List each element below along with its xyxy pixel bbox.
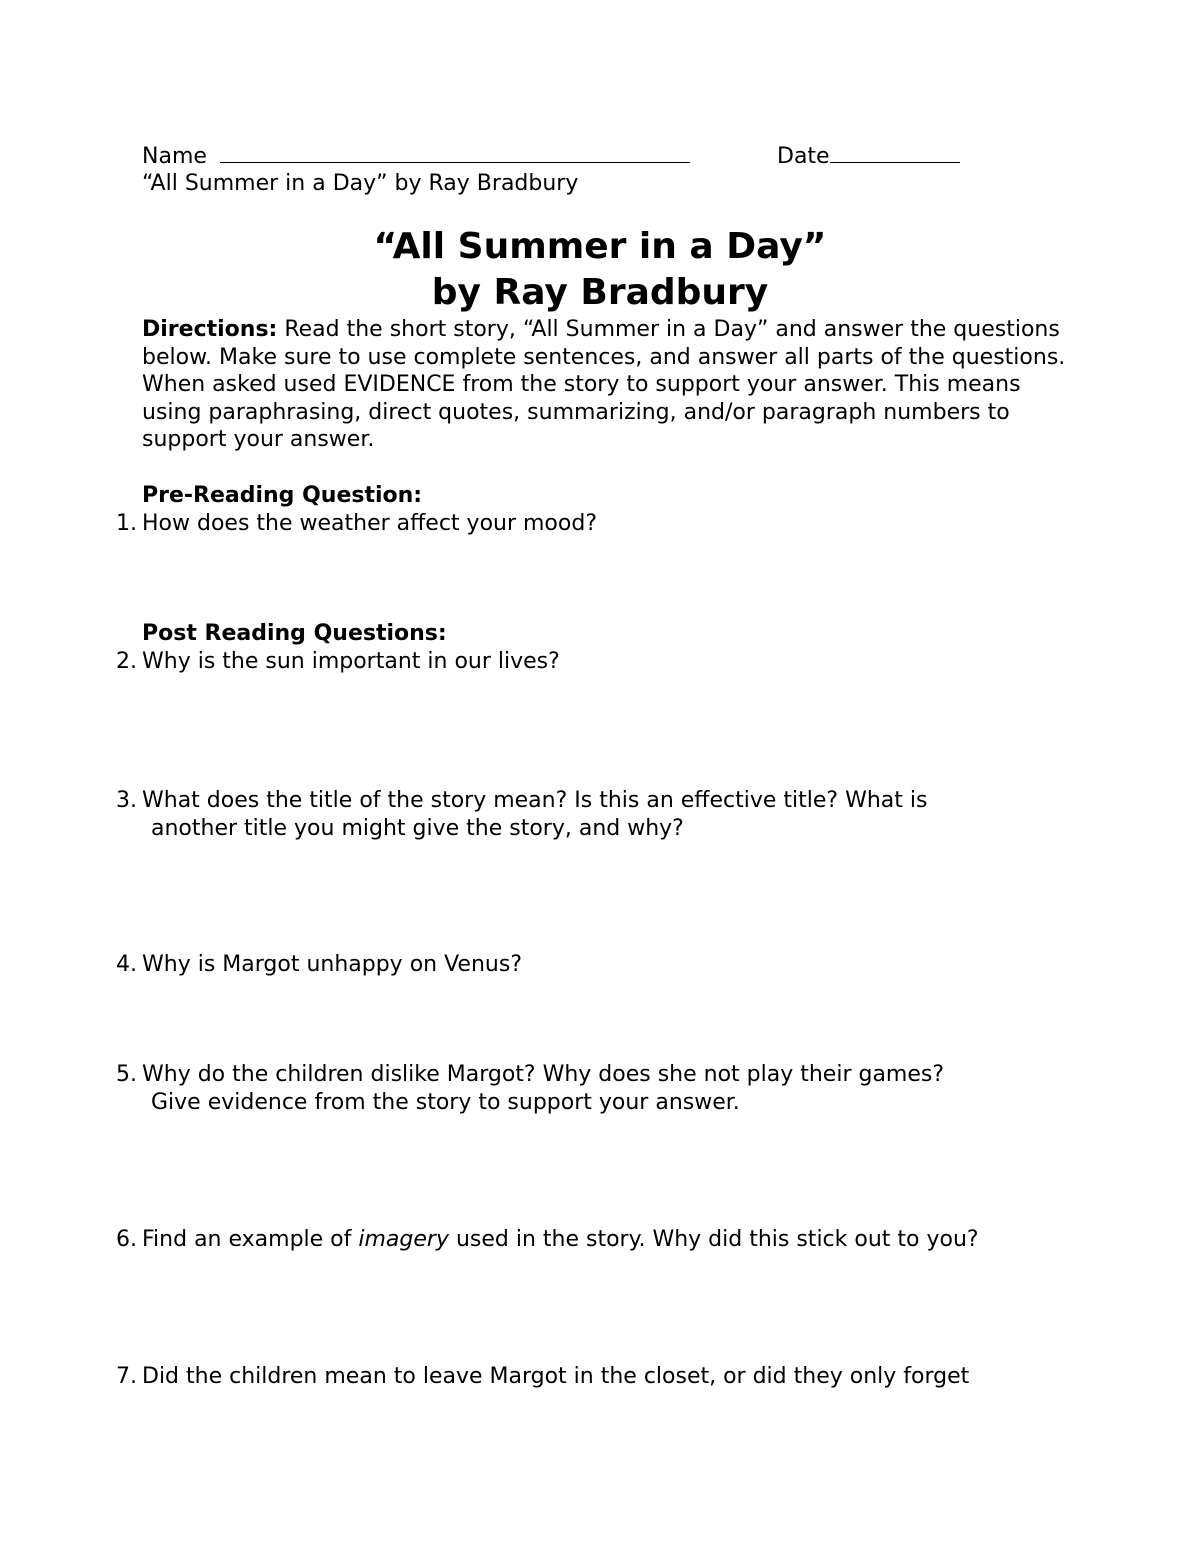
- question-number: 6.: [116, 1227, 137, 1252]
- question-4: [116, 951, 1076, 979]
- header-subtitle: “All Summer in a Day” by Ray Bradbury: [142, 171, 579, 196]
- name-field-row: [142, 142, 690, 170]
- question-text-end: used in the story. Why did this stick out to you?: [448, 1227, 979, 1252]
- question-6: [116, 1226, 1076, 1254]
- question-1: [116, 510, 1076, 538]
- question-number: 4.: [116, 952, 137, 977]
- directions-label: Directions:: [142, 317, 278, 342]
- date-label: Date: [777, 144, 830, 169]
- date-field-row: [777, 142, 960, 170]
- question-text-line-2: another title you might give the story, and why?: [151, 816, 684, 841]
- question-7: [116, 1363, 1076, 1391]
- question-number: 2.: [116, 649, 137, 674]
- question-text-line-1: Why do the children dislike Margot? Why does she not play their games?: [142, 1062, 945, 1087]
- question-5: [116, 1061, 1076, 1117]
- question-text: Why is the sun important in our lives?: [142, 649, 560, 674]
- question-3: [116, 787, 1076, 843]
- post-reading-heading: Post Reading Questions:: [142, 621, 447, 646]
- question-number: 3.: [116, 788, 137, 813]
- question-text: [116, 1226, 1076, 1254]
- question-text: Did the children mean to leave Margot in the closet, or did they only forget: [142, 1364, 970, 1389]
- imagery-emphasis: imagery: [358, 1227, 449, 1252]
- directions-paragraph: [142, 316, 1082, 454]
- name-label: Name: [142, 144, 207, 169]
- date-blank[interactable]: [830, 142, 960, 163]
- question-number: 5.: [116, 1062, 137, 1087]
- question-text-line-1: What does the title of the story mean? Is this an effective title? What is: [142, 788, 928, 813]
- question-number: 1.: [116, 511, 137, 536]
- question-text-line-2: Give evidence from the story to support your answer.: [151, 1090, 740, 1115]
- question-text-start: Find an example of: [142, 1227, 359, 1252]
- pre-reading-heading: Pre-Reading Question:: [142, 483, 423, 508]
- question-text: Why is Margot unhappy on Venus?: [142, 952, 522, 977]
- page-title-author: by Ray Bradbury: [431, 272, 769, 313]
- name-blank[interactable]: [220, 142, 690, 163]
- question-text: How does the weather affect your mood?: [142, 511, 597, 536]
- directions-text: Read the short story, “All Summer in a Day” and answer the questions below. Make sure to use complete sentences, and answer all parts of the questions. When asked used EVIDENCE from the story to support your answer. This means using paraphrasing, direct quotes, summarizing, and/or paragraph numbers to support your answer.: [142, 317, 1066, 452]
- question-number: 7.: [116, 1364, 137, 1389]
- question-2: [116, 648, 1076, 676]
- page-title: “All Summer in a Day”: [373, 226, 827, 267]
